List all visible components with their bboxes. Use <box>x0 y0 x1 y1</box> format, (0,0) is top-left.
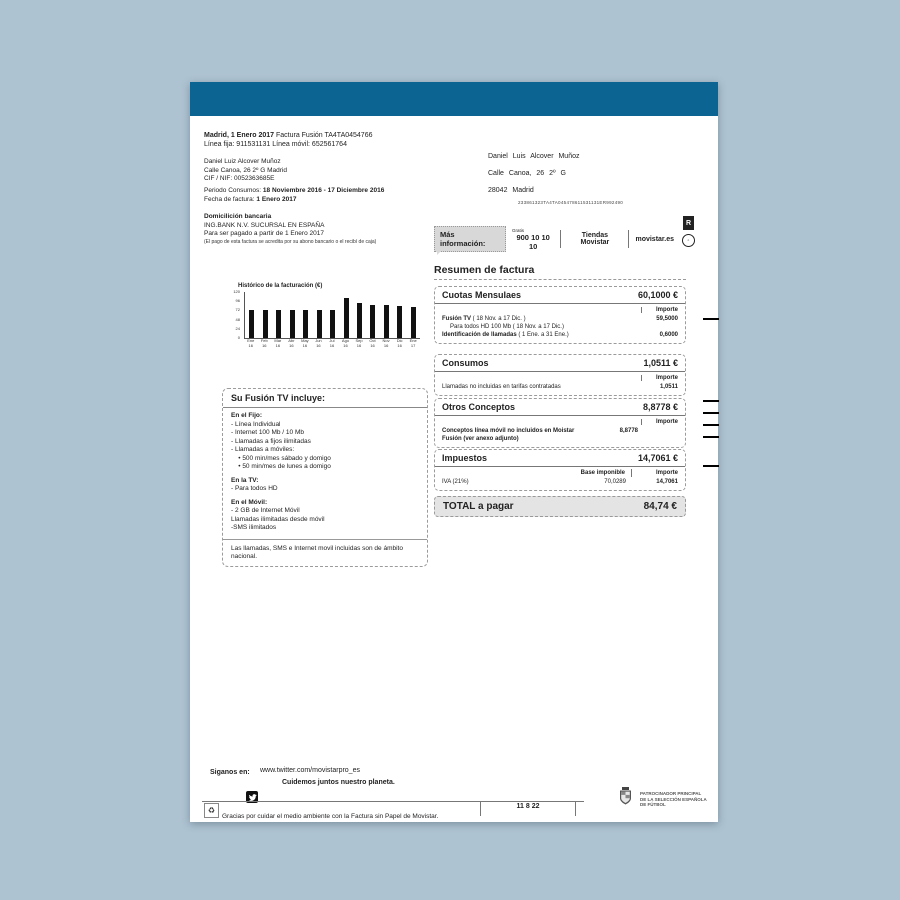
chart-plot-area <box>233 289 420 340</box>
chart-bars <box>244 292 420 339</box>
mailing-reference-code: 233861323TA4TA045478611531131ER992490 <box>518 200 624 205</box>
mailing-street: Calle Canoa, 26 2º G <box>488 170 566 177</box>
fusion-item: - Internet 100 Mb / 10 Mb <box>231 429 304 436</box>
customer-nif: CIF / NIF: 0052363685E <box>204 175 275 182</box>
free-call-label: Gratis <box>512 227 525 233</box>
taxes-box <box>434 449 686 491</box>
chart-bar <box>370 305 375 338</box>
more-info-label: Más información: <box>434 226 506 252</box>
chart-y-tick-label: 72 <box>235 307 240 313</box>
registration-mark <box>703 436 719 438</box>
registration-mark <box>703 318 719 320</box>
chart-bar <box>303 310 308 338</box>
fee-row-detail: ( 1 Ene. a 31 Ene.) <box>516 332 569 338</box>
registration-mark <box>703 412 719 414</box>
fusion-item: • 500 min/mes sábado y domigo <box>231 454 331 462</box>
eco-note: Gracias por cuidar el medio ambiente con la Factura sin Papel de Movistar. <box>222 813 439 820</box>
twitter-url: www.twitter.com/movistarpro_es <box>260 767 360 774</box>
invoice-sheet <box>190 82 718 822</box>
fee-row <box>442 315 678 323</box>
tax-row-base: 70,0289 <box>604 479 626 485</box>
chart-bar <box>357 303 362 338</box>
fusion-item: - 2 GB de Internet Móvil <box>231 507 300 514</box>
total-label: TOTAL a pagar <box>443 501 514 512</box>
bank-title: Domicilición bancaria <box>204 213 272 220</box>
chart-x-tick-label: Jun 16 <box>315 338 322 348</box>
period-block <box>204 187 384 204</box>
other-concepts-total: 8,8778 € <box>642 402 678 412</box>
fee-row-label: Identificación de llamadas <box>442 332 517 338</box>
fusion-item: Llamadas ilimitadas desde móvil <box>231 515 325 523</box>
chart-bar <box>330 310 335 338</box>
period-label: Periodo Consumos: <box>204 187 262 194</box>
mailing-city: 28042 Madrid <box>488 187 534 194</box>
fee-row-label: Fusión TV <box>442 316 471 322</box>
consumption-row <box>442 383 678 391</box>
summary-title: Resumen de factura <box>434 264 686 280</box>
bank-small-note: (El pago de esta factura se acredita por su abono bancario o el recibí de caja) <box>204 238 377 245</box>
sponsor-line: DE FÚTBOL <box>640 802 666 807</box>
fusion-section-heading: En el Móvil: <box>231 498 268 506</box>
chart-bar <box>397 306 402 338</box>
chart-x-tick-label: Jul 16 <box>329 338 335 348</box>
tax-row <box>442 478 678 486</box>
consumption-row-amount: 1,0511 <box>659 384 678 390</box>
invoice-date-value: 1 Enero 2017 <box>256 195 297 203</box>
chart-bar-column <box>380 292 393 338</box>
chart-x-tick-label: Abr 16 <box>288 338 295 348</box>
taxes-total: 14,7061 € <box>637 453 678 463</box>
fusion-item: • 50 min/mes de lunes a domigo <box>231 463 331 470</box>
importe-column-header: Importe <box>631 469 678 477</box>
fusion-item: - Para todos HD <box>231 485 278 492</box>
chart-y-tick-label: 0 <box>237 335 240 340</box>
planet-slogan: Cuidemos juntos nuestro planeta. <box>282 779 395 786</box>
fusion-section-heading: En el Fijo: <box>231 412 263 419</box>
chart-y-tick-label: 120 <box>233 289 240 294</box>
invoice-header-block <box>204 131 372 149</box>
chart-title: Histórico de la facturación (€) <box>238 283 323 289</box>
consumption-row-label: Llamadas no incluidas en tarifas contratadas <box>442 384 561 390</box>
brand-header-bar <box>190 82 718 116</box>
billing-history-chart <box>230 283 420 348</box>
tax-row-label: IVA (21%) <box>442 479 469 485</box>
fusion-section-heading: En la TV: <box>231 476 259 484</box>
chart-bar-column <box>407 292 420 338</box>
fusion-item: - Llamadas a móviles: <box>231 446 295 453</box>
cert-badge-r-icon: R <box>683 216 694 230</box>
chart-x-tick-label: Ene 16 <box>247 338 255 348</box>
tax-row-amount: 14,7061 <box>656 479 678 485</box>
chart-y-axis <box>230 289 242 340</box>
consumption-title: Consumos <box>442 358 489 368</box>
chart-bar-column <box>326 292 339 338</box>
chart-x-tick-label: Ene 17 <box>409 338 417 348</box>
cert-badge-circle-icon: ◦ <box>682 234 695 247</box>
fee-row-amount: 59,5000 <box>656 316 678 322</box>
sponsor-line: DE LA SELECCIÓN ESPAÑOLA <box>640 796 707 802</box>
phone-lines: Línea fija: 911531131 Línea móvil: 652561764 <box>204 141 347 148</box>
bank-block <box>204 213 376 245</box>
chart-x-tick-label: Oct 16 <box>369 338 376 348</box>
customer-block <box>204 158 287 184</box>
chart-bar <box>290 310 295 338</box>
chart-x-tick-label: Dic 16 <box>396 338 403 348</box>
fusion-item: - Llamadas a fijos ilimitadas <box>231 437 311 445</box>
chart-bar <box>344 298 349 338</box>
fusion-includes-box <box>222 388 428 567</box>
monthly-fees-total: 60,1000 € <box>637 290 678 300</box>
fusion-item: -SMS ilimitados <box>231 524 277 531</box>
website-label: movistar.es <box>635 235 674 243</box>
monthly-fees-box <box>434 286 686 344</box>
fusion-sections <box>223 408 427 539</box>
sponsor-line: PATROCINADOR PRINCIPAL <box>640 791 702 796</box>
chart-bar <box>276 310 281 338</box>
importe-column-header: Importe <box>641 375 678 381</box>
chart-bar <box>249 310 254 338</box>
certification-badges <box>682 216 695 247</box>
chart-x-tick-label: Sep 16 <box>355 338 363 348</box>
total-to-pay-box <box>434 496 686 517</box>
fee-row <box>442 331 678 339</box>
chart-bar-column <box>353 292 366 338</box>
footer-code-box: 11 8 22 <box>480 801 576 816</box>
registration-mark <box>703 400 719 402</box>
importe-column-header: Importe <box>641 419 678 425</box>
taxes-title: Impuestos <box>442 453 488 463</box>
chart-bar <box>384 305 389 338</box>
chart-bar-column <box>339 292 352 338</box>
bank-name: ING.BANK N.V. SUCURSAL EN ESPAÑA <box>204 221 325 229</box>
chart-y-tick-label: 24 <box>235 325 240 331</box>
invoice-reference: Factura Fusión TA4TA0454766 <box>275 132 373 139</box>
chart-y-tick-label: 48 <box>235 316 240 322</box>
fusion-item: - Línea Individual <box>231 420 281 428</box>
total-value: 84,74 € <box>643 501 677 512</box>
chart-bar-column <box>393 292 406 338</box>
consumption-box <box>434 354 686 396</box>
chart-bar-column <box>245 292 258 338</box>
period-value: 18 Noviembre 2016 - 17 Diciembre 2016 <box>262 187 385 194</box>
bank-pay-note: Para ser pagado a partir de 1 Enero 2017 <box>204 230 324 237</box>
more-info-bar <box>434 228 680 250</box>
chart-x-tick-label: Mar 16 <box>274 338 282 348</box>
sponsor-text <box>640 791 707 808</box>
chart-bar-column <box>299 292 312 338</box>
chart-x-tick-label: Nov 16 <box>382 338 390 348</box>
chart-bar-column <box>285 292 298 338</box>
fee-row-detail: Para todos HD 100 Mb ( 18 Nov. a 17 Dic.) <box>450 324 564 330</box>
mailing-name: Daniel Luis Alcover Muñoz <box>488 153 580 160</box>
registration-mark <box>703 465 719 467</box>
fee-row <box>442 323 678 331</box>
chart-x-axis <box>244 338 420 348</box>
recycle-icon: ♻ <box>204 803 219 818</box>
chart-bar <box>317 310 322 338</box>
fusion-box-title: Su Fusión TV incluye: <box>223 389 427 408</box>
other-concepts-box <box>434 398 686 448</box>
registration-mark <box>703 424 719 426</box>
other-concepts-row-amount: 8,8778 <box>619 428 638 434</box>
chart-x-tick-label: May 16 <box>301 338 309 348</box>
phone-column <box>506 228 560 251</box>
fusion-footnote: Las llamadas, SMS e Internet movil incluidas son de ámbito nacional. <box>223 539 427 566</box>
support-phone: 900 10 10 10 <box>516 232 550 251</box>
chart-bar-column <box>312 292 325 338</box>
chart-y-tick-label: 96 <box>235 298 240 304</box>
other-concepts-title: Otros Conceptos <box>442 402 516 412</box>
football-federation-crest-icon <box>618 787 633 811</box>
chart-bar-column <box>258 292 271 338</box>
other-concepts-row <box>442 427 678 443</box>
mailing-address-block <box>488 148 580 199</box>
follow-us-label: Siganos en: <box>210 769 250 776</box>
fee-row-detail: ( 18 Nov. a 17 Dic. ) <box>471 316 526 322</box>
consumption-total: 1,0511 € <box>643 358 678 368</box>
customer-address: Calle Canoa, 26 2º G Madrid <box>204 166 287 174</box>
other-concepts-row-label: Conceptos línea móvil no incluidos en Moistar Fusión (ver anexo adjunto) <box>442 428 575 442</box>
customer-name: Daniel Luiz Alcover Muñoz <box>204 158 281 165</box>
chart-bar <box>263 310 268 338</box>
chart-bar <box>411 307 416 338</box>
fee-row-amount: 0,6000 <box>659 332 678 338</box>
monthly-fees-title: Cuotas Mensulaes <box>442 290 522 300</box>
stores-label: Tiendas Movistar <box>580 232 610 246</box>
chart-bar-column <box>272 292 285 338</box>
chart-x-tick-label: Feb 16 <box>260 338 268 348</box>
taxable-base-header: Base imponible <box>580 470 625 476</box>
city-date: Madrid, 1 Enero 2017 <box>204 132 275 139</box>
invoice-date-label: Fecha de factura: <box>204 195 255 203</box>
importe-column-header: Importe <box>641 307 678 313</box>
chart-bar-column <box>366 292 379 338</box>
chart-x-tick-label: Ago 16 <box>341 338 350 348</box>
